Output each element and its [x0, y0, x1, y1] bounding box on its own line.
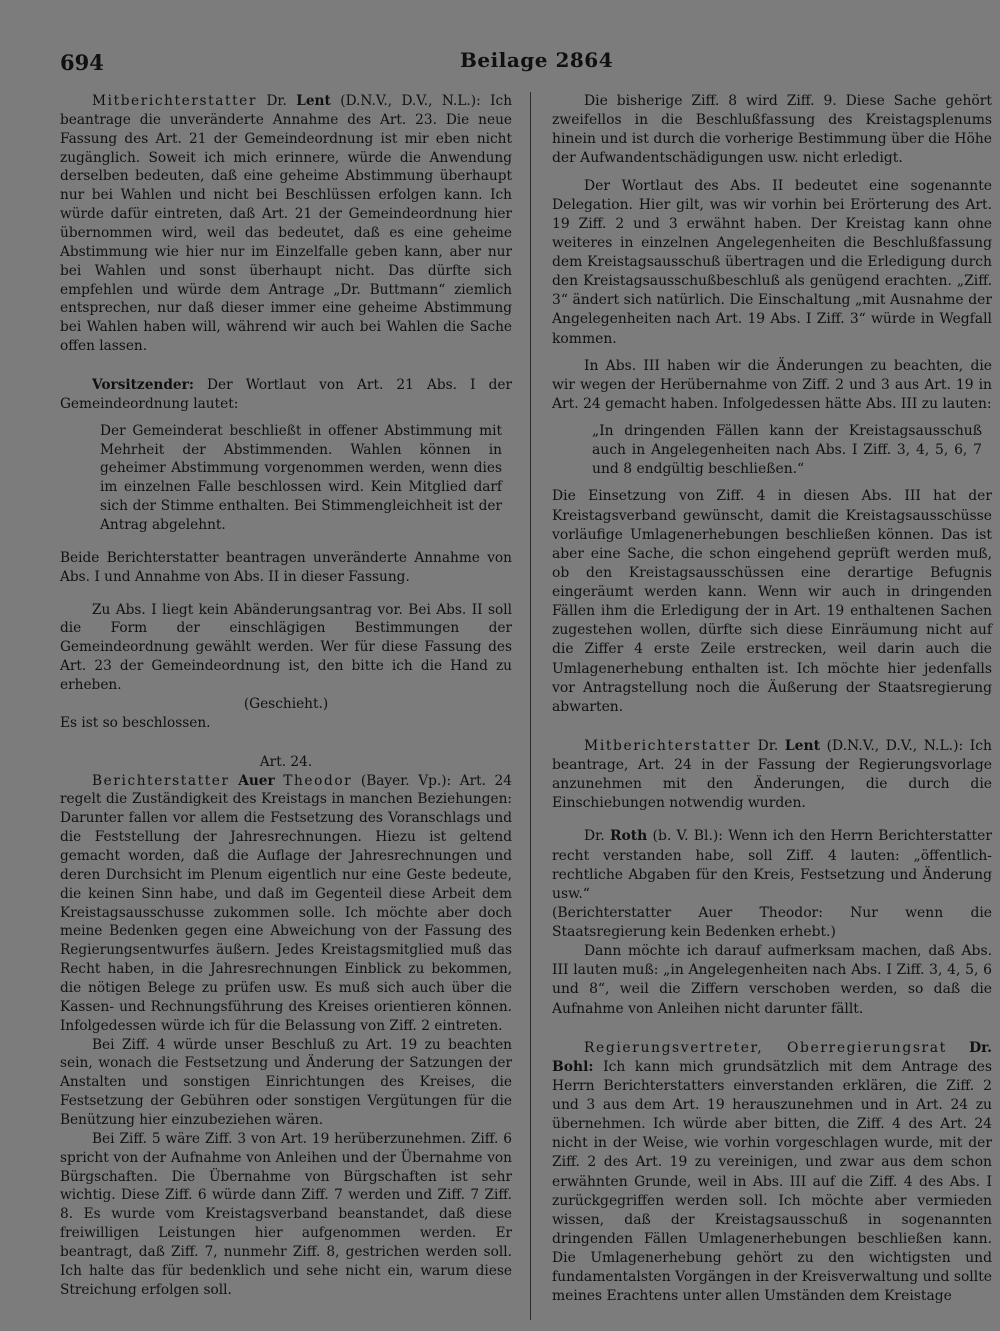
right-column — [552, 92, 992, 1306]
speaker-role: Mitberichterstatter — [92, 93, 258, 109]
speaker-title: Dr. — [757, 737, 779, 754]
paragraph: Zu Abs. I liegt kein Abänderungsantrag vor. Bei Abs. II soll die Form der einschlägigen Bestimmungen der Gemeindeordnung gewählt werden. Wer für diese Fassung des Art. 23 der Gemeindeordnung ist, den bitte ich die Hand zu erheben. — [60, 601, 512, 694]
block-quote: Der Gemeinderat beschließt in offener Abstimmung mit Mehrheit der Abstimmenden. Wahlen können in geheimer Abstimmung vorgenommen werden, wenn dies im einzelnen Falle beschlossen wird. Kein Mitglied darf sich der Stimme enthalten. Bei Stimmengleichheit ist der Antrag abgelehnt. — [100, 422, 502, 534]
paragraph: Bei Ziff. 5 wäre Ziff. 3 von Art. 19 herüberzunehmen. Ziff. 6 spricht von der Aufnahme von Anleihen und der Übernahme von Bürgschaften. Die Übernahme von Bürgschaften ist sehr wichtig. Diese Ziff. 6 würde dann Ziff. 7 werden und Ziff. 7 Ziff. 8. Es wurde vom Kreistagsverband beanstandet, daß diese freiwilligen Leistungen hier aufgenommen werden. Er beantragt, daß Ziff. 7, nunmehr Ziff. 8, gestrichen werden soll. Ich halte das für bedenklich und sehe nicht ein, warum diese Streichung erfolgen soll. — [60, 1130, 512, 1298]
paragraph — [552, 1039, 992, 1307]
paragraph-text: Ich beantrage, Art. 24 in der Fassung der Regierungsvorlage anzunehmen mit den Änderungen, die durch die Einschiebungen notwendig wurden. — [552, 737, 992, 812]
paragraph — [552, 827, 992, 904]
paragraph-text: Ich beantrage die unveränderte Annahme des Art. 23. Die neue Fassung des Art. 21 der Gemeindeordnung ist mir eben nicht zugänglich. Soweit ich mich erinnere, würde die Anwendung derselben bedeuten, daß eine geheime Abstimmung überhaupt nur bei Wahlen und nicht bei Beschlüssen erfolgen kann. Ich würde dafür eintreten, daß Art. 21 der Gemeindeordnung hier übernommen wird, weil das bedeutet, daß es eine geheime Abstimmung wie hier nur im Einzelfalle geben kann, aber nur bei Wahlen und sonst überhaupt nicht. Das dürfte sich empfehlen und würde dem Antrage „Dr. Buttmann“ ziemlich entsprechen, nur daß dieser immer eine geheime Abstimmung bei Wahlen haben will, während wir auch bei Wahlen die Sache offen lassen. — [60, 93, 513, 355]
speaker-name: Lent — [784, 737, 820, 754]
paragraph: Die bisherige Ziff. 8 wird Ziff. 9. Diese Sache gehört zweifellos in die Beschlußfassung des Kreistagsplenums hinein und ist durch die vorherige Bestimmung über die Höhe der Aufwandentschädigungen usw. nicht erledigt. — [552, 93, 992, 167]
paragraph: Dann möchte ich darauf aufmerksam machen, daß Abs. III lauten muß: „in Angelegenheiten nach Abs. I Ziff. 3, 4, 5, 6 und 8“, weil die Ziffern verschoben werden, so daß die Aufnahme von Anleihen nicht darunter fällt. — [552, 943, 992, 1017]
speaker-role: Mitberichterstatter — [584, 737, 752, 754]
speaker-title: Dr. — [584, 828, 605, 845]
paragraph — [60, 772, 512, 1036]
stage-note: (Geschieht.) — [243, 695, 329, 712]
page-number: 694 — [60, 50, 104, 75]
paragraph: Der Wortlaut des Abs. II bedeutet eine sogenannte Delegation. Hier gilt, was wir vorhin bei Erörterung des Art. 19 Ziff. 2 und 3 erwähnt haben. Der Kreistag kann ohne weiteres in einzelnen Angelegenheiten die Beschlußfassung dem Kreistagsausschuß übertragen und die Erledigung durch den Kreistagsausschußbeschluß als genügend erachten. „Ziff. 3“ ändert sich natürlich. Die Einschaltung „mit Ausnahme der Angelegenheiten nach Art. 19 Abs. I Ziff. 3“ würde in Wegfall kommen. — [552, 177, 992, 347]
article-heading: Art. 24. — [259, 753, 313, 770]
speaker-role: Berichterstatter — [92, 772, 230, 789]
speaker-title: Dr. — [969, 1039, 992, 1056]
column-divider — [530, 92, 531, 1320]
paragraph: Bei Ziff. 4 würde unser Beschluß zu Art. 19 zu beachten sein, wonach die Festsetzung und Änderung der Satzungen der Anstalten und sonstigen Einrichtungen des Kreises, die Festsetzung der Gebühren oder sonstigen Vergütungen für die Benützung hier einzubeziehen wären. — [60, 1036, 512, 1128]
paragraph: In Abs. III haben wir die Änderungen zu beachten, die wir wegen der Herübernahme von Ziff. 2 und 3 aus Art. 19 in Art. 24 gemacht haben. Infolgedessen hätte Abs. III zu lauten: — [552, 357, 992, 412]
paragraph — [552, 737, 992, 814]
interjection-note: (Berichterstatter Auer Theodor: Nur wenn die Staatsregierung kein Bedenken erhebt.) — [552, 904, 992, 940]
speaker-party: (b. V. Bl.): — [652, 828, 723, 845]
paragraph — [60, 376, 512, 414]
paragraph — [60, 92, 512, 356]
block-quote: „In dringenden Fällen kann der Kreistagsausschuß auch in Angelegenheiten nach Abs. I Ziff. 3, 4, 5, 6, 7 und 8 endgültig beschließen.“ — [592, 423, 982, 478]
speaker-firstname: Theodor — [283, 772, 353, 789]
paragraph-text: Art. 24 regelt die Zuständigkeit des Kreistags in manchen Beziehungen: Darunter fallen vor allem die Festsetzung des Voranschlags und die Feststellung der Jahresrechnungen. Hiezu ist geltend gemacht worden, daß die Auflage der Jahresrechnungen und deren Durchsicht im Plenum eigentlich nur eine Geste bedeute, die keinen Sinn habe, und daß im Gegenteil diese Arbeit dem Kreistagsausschusse zukommen solle. Ich möchte aber doch meine Bedenken gegen eine Abweichung von der Fassung des Regierungsentwurfes äußern. Jedes Kreistagsmitglied muß das Recht haben, in die Jahresrechnungen Einblick zu bekommen, die nötigen Belege zu prüfen usw. Es muß sich auch über die Kassen- und Rechnungsführung des Kreises orientieren können. Infolgedessen würde ich für die Belassung von Ziff. 2 eintreten. — [60, 772, 512, 1034]
paragraph: Die Einsetzung von Ziff. 4 in diesen Abs. III hat der Kreistagsverband gewünscht, damit die Kreistagsausschüsse vorläufige Umlagenerhebungen beschließen können. Das ist aber eine Sache, die schon eingehend geprüft werden muß, ob den Kreistagsausschüssen eine derartige Befugnis eingeräumt werden kann. Wenn wir auch in dringenden Fällen ihm die Erledigung der in Art. 19 enthaltenen Sachen zugestehen wollen, dürfte sich diese Einräumung nicht auf die Ziffer 4 erste Zeile erstrecken, weil darin auch die Umlagenerhebung enthalten ist. Ich möchte hier jedenfalls vor Antragstellung noch die Äußerung der Staatsregierung abwarten. — [552, 488, 992, 715]
speaker-name: Auer — [238, 772, 275, 789]
running-head: Beilage 2864 — [460, 48, 614, 72]
paragraph: Es ist so beschlossen. — [60, 714, 211, 731]
speaker-name: Vorsitzender: — [92, 377, 194, 394]
paragraph-text: Wenn ich den Herrn Berichterstatter recht verstanden habe, soll Ziff. 4 lauten: „öffentlich-rechtliche Abgaben für den Kreis, Festsetzung und Änderung usw.“ — [552, 828, 993, 902]
speaker-party: (D.N.V., D.V., N.L.): — [340, 93, 481, 109]
paragraph-text: Der Wortlaut von Art. 21 Abs. I der Gemeindeordnung lautet: — [60, 377, 512, 412]
speaker-party: (D.N.V., D.V., N.L.): — [826, 737, 964, 754]
speaker-title: Dr. — [266, 93, 287, 109]
speaker-name: Bohl: — [552, 1058, 594, 1075]
paragraph: Beide Berichterstatter beantragen unveränderte Annahme von Abs. I und Annahme von Abs. II in dieser Fassung. — [60, 549, 512, 585]
speaker-name: Lent — [296, 93, 331, 109]
speaker-name: Roth — [609, 828, 648, 845]
speaker-role: Regierungsvertreter, Oberregierungsrat — [584, 1039, 947, 1056]
speaker-party: (Bayer. Vp.): — [360, 772, 452, 789]
paragraph-text: Ich kann mich grundsätzlich mit dem Antrage des Herrn Berichterstatters einverstanden erklären, die Ziff. 2 und 3 aus dem Art. 19 herauszunehmen und in Art. 24 zu übernehmen. Ich würde aber bitten, die Ziff. 4 des Art. 24 nicht in der Weise, wie vorhin vorgeschlagen wurde, mit der Ziff. 2 des Art. 19 zu vereinigen, und zwar aus dem schon erwähnten Grunde, weil in Abs. III auf die Ziff. 4 des Abs. I zurückgegriffen werden soll. Ich möchte aber vermieden wissen, daß der Kreistagsausschuß in sogenannten dringenden Fällen Umlagenerhebungen beschließen kann. Die Umlagenerhebung gehört zu den wichtigsten und fundamentalsten Vorgängen in der Kreisverwaltung und sollte meines Erachtens unter allen Umständen dem Kreistage — [552, 1058, 993, 1305]
left-column — [60, 92, 512, 1300]
